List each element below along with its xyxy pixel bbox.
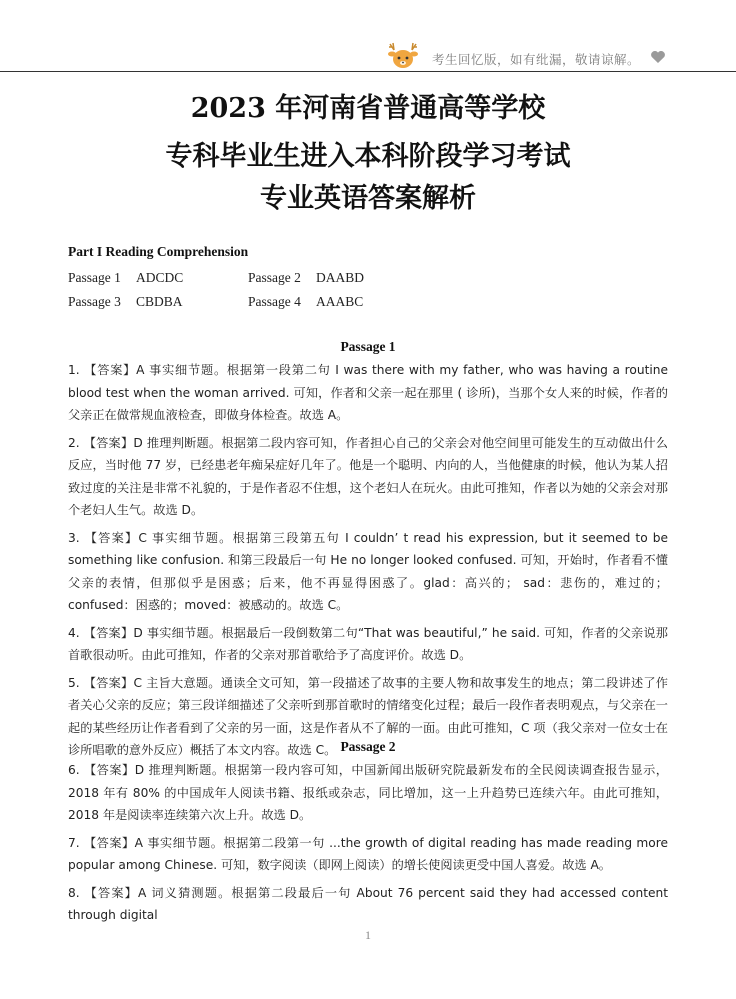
explanation-item: 1. 【答案】A 事实细节题。根据第一段第二句 I was there with my father, who was having a routine blood test when the woman arrived. 可知，作者和父亲一起在那里 ( 诊所)，当那个女人来的时候，作者的父亲正在做常规血液检查，即做身体检查。故选 A。 bbox=[68, 363, 668, 422]
explanation-item: 4. 【答案】D 事实细节题。根据最后一段倒数第二句“That was beautiful,” he said. 可知，作者的父亲说那首歌很动听。由此可推知，作者的父亲对那首歌给予了高度评价。故选 D。 bbox=[68, 625, 668, 662]
page-number: 1 bbox=[365, 928, 371, 942]
explanation-item: 6. 【答案】D 推理判断题。根据第一段内容可知，中国新闻出版研究院最新发布的全民阅读调查报告显示，2018 年有 80% 的中国成年人阅读书籍、报纸或杂志，同比增加，这一上升趋势已连续六年。由此可推知，2018 年是阅读率连续第六次上升。故选 D。 bbox=[68, 763, 668, 822]
explanation-item: 5. 【答案】C 主旨大意题。通读全文可知，第一段描述了故事的主要人物和故事发生的地点；第二段讲述了作者关心父亲的反应；第三段详细描述了父亲听到那首歌时的情绪变化过程；最后一段作者表明观点，与父亲在一起的某些经历让作者看到了父亲的另一面，这是作者从不了解的一面。由此可推知，C 项（我父亲对一位女士在诊所唱歌的意外反应）概括了本文内容。故选 C。 bbox=[68, 675, 668, 757]
explanation-item: 8. 【答案】A 词义猜测题。根据第二段最后一句 About 76 percent said they had accessed content through digital bbox=[68, 885, 668, 922]
heart-icon bbox=[650, 50, 666, 64]
answer-key-table bbox=[68, 266, 428, 314]
passage-label: Passage 2 bbox=[248, 270, 301, 285]
passage-key: AAABC bbox=[316, 294, 364, 309]
title-line-2: 专科毕业生进入本科阶段学习考试 bbox=[165, 141, 571, 172]
passage-label: Passage 4 bbox=[248, 294, 301, 309]
page-header bbox=[0, 0, 736, 74]
passage-key: ADCDC bbox=[136, 270, 184, 285]
passage-key: CBDBA bbox=[136, 294, 183, 309]
passage-2-explanations bbox=[68, 759, 668, 932]
answer-cell bbox=[68, 294, 248, 310]
answer-row bbox=[68, 266, 428, 290]
explanation-item: 3. 【答案】C 事实细节题。根据第三段第五句 I couldn’ t read his expression, but it seemed to be something like confusion. 和第三段最后一句 He no longer looked confused. 可知，开始时，作者看不懂父亲的表情，但那似乎是困惑；后来，他不再显得困惑了。glad：高兴的； sad：悲伤的，难过的；confused：困惑的；moved：被感动的。故选 C。 bbox=[68, 530, 668, 612]
passage-2-title: Passage 2 bbox=[340, 739, 396, 754]
passage-label: Passage 1 bbox=[68, 270, 121, 285]
answer-cell bbox=[248, 270, 428, 286]
passage-label: Passage 3 bbox=[68, 294, 121, 309]
answer-row bbox=[68, 290, 428, 314]
section-heading: Part I Reading Comprehension bbox=[68, 244, 249, 259]
passage-1-explanations bbox=[68, 359, 668, 767]
title-line-3: 专业英语答案解析 bbox=[260, 183, 476, 214]
explanation-item: 2. 【答案】D 推理判断题。根据第二段内容可知，作者担心自己的父亲会对他空间里可能发生的互动做出什么反应，当时他 77 岁，已经患老年痴呆症好几年了。他是一个聪明、内向的人，当他健康的时候，他认为某人招致过度的关注是非常不礼貌的，于是作者忍不住想，这个老妇人在玩火。由此可推知，作者以为她的父亲会对那个老妇人生气。故选 D。 bbox=[68, 435, 668, 517]
answer-cell bbox=[68, 270, 248, 286]
header-rule bbox=[0, 71, 736, 72]
title-line-1: 2023 年河南省普通高等学校 bbox=[190, 93, 546, 124]
answer-cell bbox=[248, 294, 428, 310]
header-notice: 考生回忆版，如有纰漏，敬请谅解。 bbox=[432, 52, 641, 67]
explanation-item: 7. 【答案】A 事实细节题。根据第二段第一句 ...the growth of digital reading has made reading more popular among Chinese. 可知，数字阅读（即网上阅读）的增长使阅读更受中国人喜爱。故选 A。 bbox=[68, 835, 668, 872]
passage-1-title: Passage 1 bbox=[340, 339, 396, 354]
deer-mascot-icon bbox=[386, 41, 420, 71]
passage-key: DAABD bbox=[316, 270, 365, 285]
